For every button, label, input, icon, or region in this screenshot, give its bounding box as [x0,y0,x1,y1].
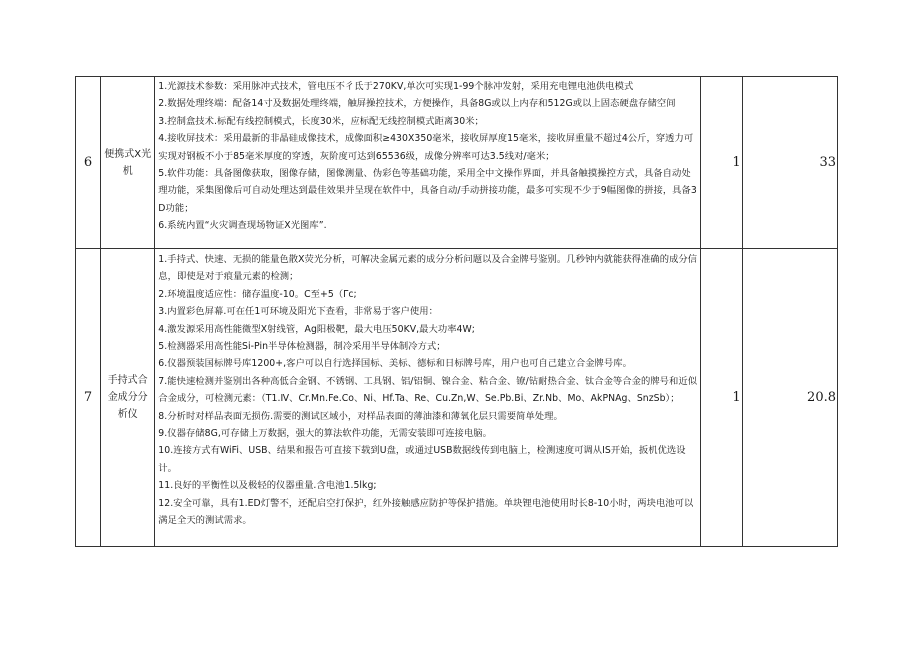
table-row [76,77,838,249]
spec-line: 5.软件功能：具备图像获取，图像存储，图像测量、伪彩色等基础功能，采用全中文操作界面，并具备触摸操控方式，具备自动处理功能，采集图像后可自动处理达到最佳效果并呈现在软件中，具备自动/手动拼接功能，最多可实现不少于9幅图像的拼接，具备3D功能； [158,168,697,214]
item-name: 便携式X光机 [101,77,155,249]
spec-cell [155,249,701,547]
spec-line: 6.仪器预装国标牌号库1200+,客户可以自行选择国标、美标、德标和日标牌号库，用户也可自己建立合金牌号库。 [158,358,632,370]
quantity: 1 [701,77,742,249]
spec-line: 6.系统内置“火灾调查现场物证X光图库”. [158,220,327,232]
spec-line: 1.手持式、快速、无损的能量色散X荧光分析，可解决金属元素的成分分析问题以及合金牌号鉴别。几秒钟内就能获得准确的成分信息，即使是对于痕量元素的检测； [158,254,698,283]
spec-list [158,78,697,248]
row-index: 6 [76,77,101,249]
item-name: 手持式合金成分分析仪 [101,249,155,547]
equipment-table [75,76,838,547]
spec-cell [155,77,701,249]
spec-line: 2.数据处理终端：配备14寸及数据处理终端，触屏操控技术，方便操作，具备8G或以上内存和512G或以上固态硬盘存储空间 [158,98,676,110]
spec-line: 7.能快速检测并鉴别出各种高低合金钢、不锈钢、工具钢、铝/铝铜、镍合金、粘合金、镣/钻耐热合金、钛合金等合金的牌号和近似合金成分，可检测元素：（T1.Ⅳ、Cr.Mn.Fe.Co、Ni、Hf.Ta、Re、Cu.Zn,W、Se.Pb.Bi、Zr.Nb、Mo、AkPNAg、SnzSb）； [158,375,698,405]
spec-line: 4.接收屏技术：采用最新的非晶硅成像技术，成像面积≥430X350毫米，接收屏厚度15毫米，接收屏重量不超过4公斤，穿透力可实现对钢板不小于85毫米厚度的穿透，灰阶度可达到65536级，成像分辨率可达3.5线对/毫米； [158,133,694,162]
price: 20.8 [742,249,837,547]
table-row [76,249,838,547]
spec-line: 11.良好的平衡性以及极轻的仪器重量.含电池1.5lkg; [158,480,377,492]
spec-line: 10.连接方式有WiFi、USB、结果和报告可直接下载到U盘，或通过USB数据线传到电脑上，检测速度可调从IS开始，扳机优选设计。 [158,445,686,474]
spec-line: 3.内置彩色屏幕.可在任1可环境及阳光下查看，非常易于客户使用： [158,306,438,318]
spec-line: 3.控制盒技术.标配有线控制模式，长度30米，应标配无线控制模式距离30米； [158,115,484,127]
spec-line: 4.激发源采用高性能微型X射线管，Ag阳极靶，最大电压50KV,最大功率4W; [158,323,475,335]
quantity: 1 [701,249,742,547]
spec-line: 5.检测器采用高性能Si-Pin半导体检测器，制冷采用半导体制冷方式； [158,341,446,353]
row-index: 7 [76,249,101,547]
spec-list [158,251,697,545]
price: 33 [742,77,837,249]
spec-line: 9.仪器存储8G,可存储上万数据，强大的算法软件功能，无需安装即可连接电脑。 [158,428,492,440]
spec-line: 12.安全可靠，具有1.ED灯警不，还配启空打保护，红外接触感应防护等保护措施。单块锂电池使用时长8-10小时，两块电池可以满足全天的测试需求。 [158,497,694,527]
spec-line: 2.环境温度适应性：储存温度-10。C至+5（Γc; [158,288,357,300]
spec-line: 8.分析时对样品表面无损伤.需要的测试区域小，对样品表面的薄油漆和薄氧化层只需要简单处理。 [158,410,563,422]
spec-line: 1.光源技术参数：采用脉冲式技术，管电压不彳氐于270KV,单次可实现1-99个脉冲发射，采用充电锂电池供电模式 [158,81,634,92]
